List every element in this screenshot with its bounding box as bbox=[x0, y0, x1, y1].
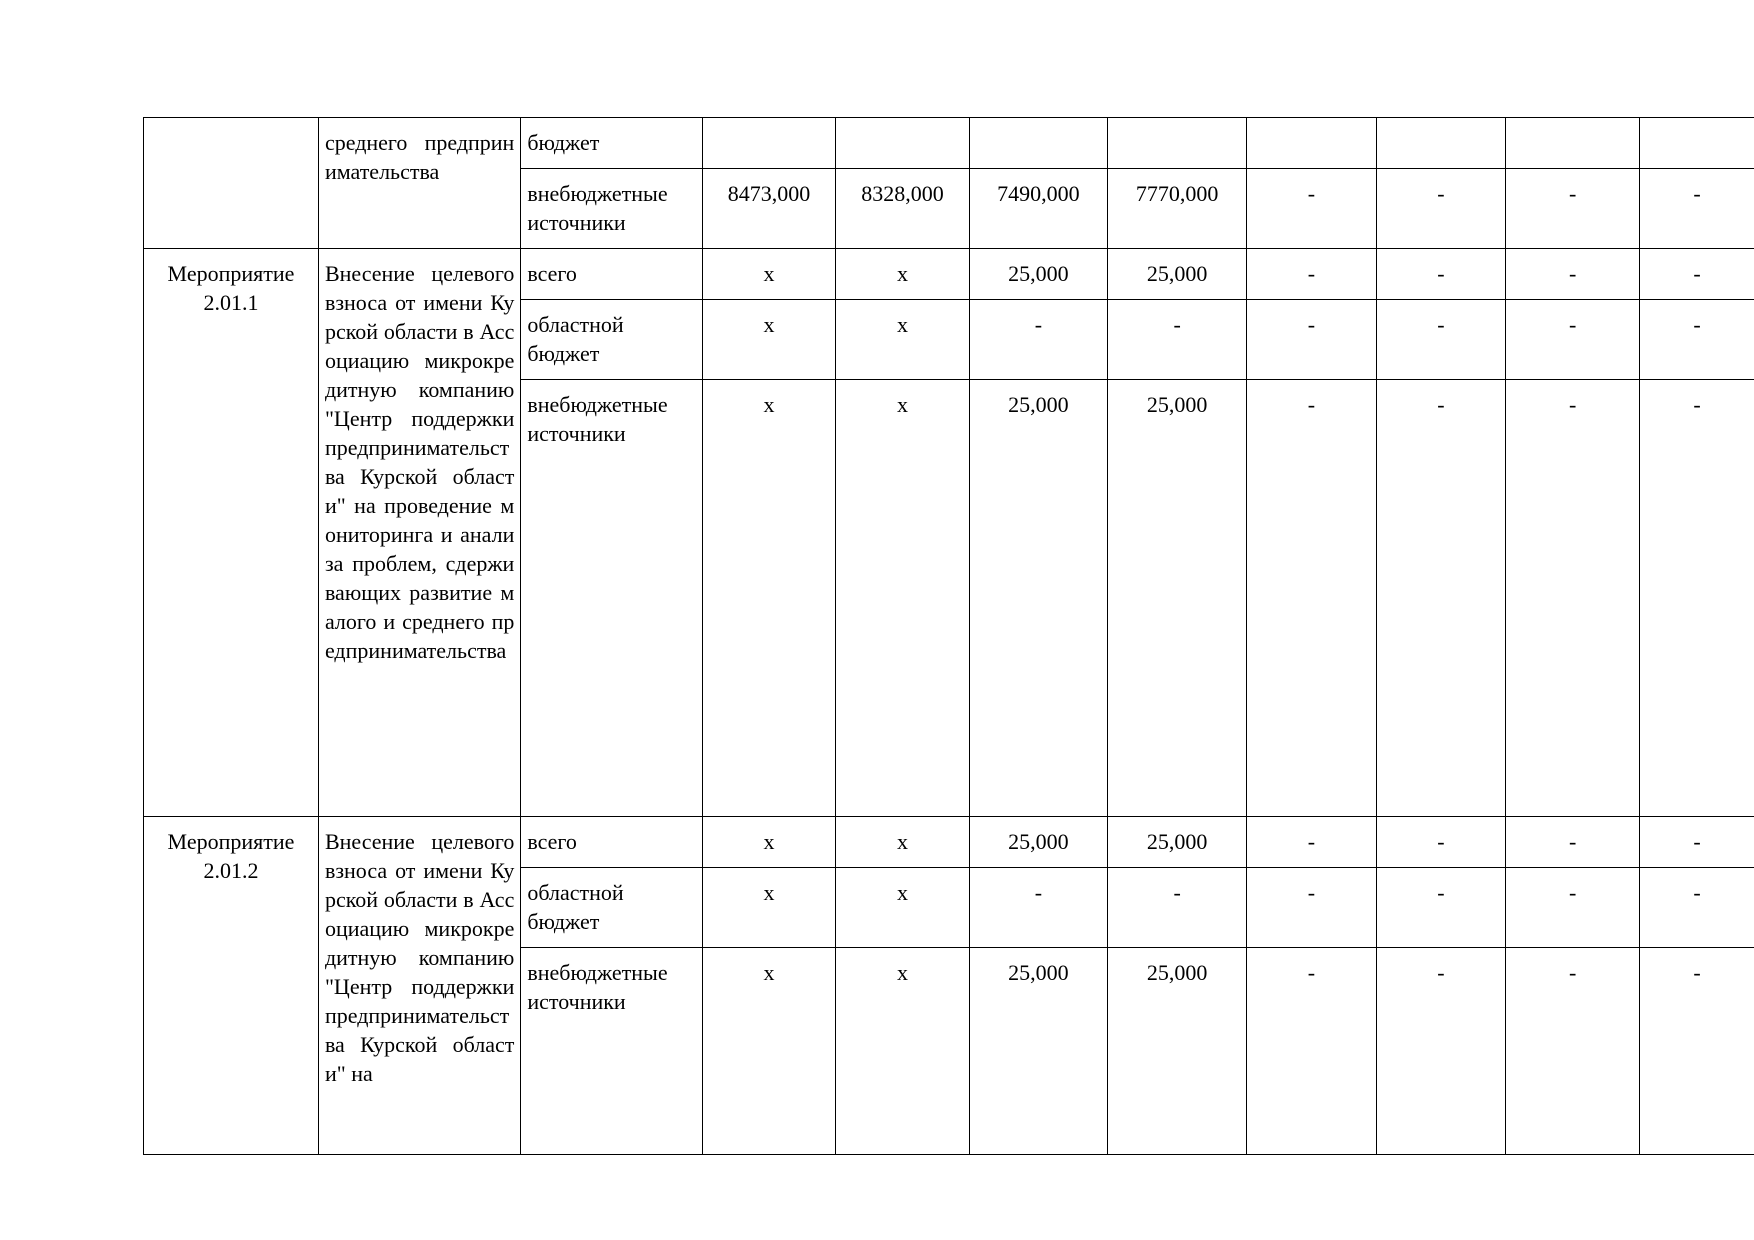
value-cell: - bbox=[1640, 948, 1754, 1155]
value-cell: - bbox=[1640, 380, 1754, 817]
funding-source-cell: внебюджетные источники bbox=[521, 380, 702, 817]
funding-table bbox=[143, 117, 1754, 1155]
value-cell bbox=[1506, 118, 1640, 169]
value-cell: - bbox=[969, 300, 1107, 380]
value-cell: х bbox=[836, 249, 970, 300]
value-cell bbox=[1108, 118, 1247, 169]
value-cell: - bbox=[1506, 169, 1640, 249]
value-cell: 25,000 bbox=[1108, 249, 1247, 300]
value-cell: х bbox=[836, 380, 970, 817]
value-cell: - bbox=[1376, 249, 1505, 300]
value-cell: - bbox=[1506, 380, 1640, 817]
value-cell: - bbox=[1247, 249, 1376, 300]
value-cell: 25,000 bbox=[1108, 948, 1247, 1155]
value-cell: - bbox=[1506, 948, 1640, 1155]
table-row bbox=[144, 118, 1754, 169]
value-cell: - bbox=[1376, 948, 1505, 1155]
value-cell: 25,000 bbox=[1108, 817, 1247, 868]
table-row bbox=[144, 249, 1754, 300]
value-cell: - bbox=[1640, 169, 1754, 249]
value-cell: х bbox=[702, 948, 836, 1155]
funding-source-cell: внебюджетные источники bbox=[521, 169, 702, 249]
funding-source-cell: всего bbox=[521, 817, 702, 868]
value-cell: - bbox=[1376, 300, 1505, 380]
value-cell bbox=[1376, 118, 1505, 169]
value-cell: 7490,000 bbox=[969, 169, 1107, 249]
value-cell bbox=[702, 118, 836, 169]
value-cell bbox=[1247, 118, 1376, 169]
value-cell: - bbox=[1247, 817, 1376, 868]
value-cell: - bbox=[1376, 817, 1505, 868]
value-cell: 8473,000 bbox=[702, 169, 836, 249]
value-cell: х bbox=[836, 817, 970, 868]
value-cell: - bbox=[1247, 868, 1376, 948]
value-cell bbox=[1640, 118, 1754, 169]
value-cell: - bbox=[1247, 169, 1376, 249]
value-cell: 7770,000 bbox=[1108, 169, 1247, 249]
value-cell: - bbox=[1640, 817, 1754, 868]
funding-source-cell: областной бюджет bbox=[521, 300, 702, 380]
value-cell bbox=[836, 118, 970, 169]
value-cell: - bbox=[1640, 249, 1754, 300]
table-row bbox=[144, 817, 1754, 868]
value-cell: - bbox=[1376, 868, 1505, 948]
value-cell: 25,000 bbox=[969, 249, 1107, 300]
value-cell: х bbox=[702, 300, 836, 380]
value-cell: - bbox=[1247, 948, 1376, 1155]
value-cell: х bbox=[702, 868, 836, 948]
value-cell: х bbox=[836, 300, 970, 380]
value-cell: - bbox=[1108, 868, 1247, 948]
value-cell: - bbox=[1376, 169, 1505, 249]
measure-name-cell: Мероприятие 2.01.1 bbox=[144, 249, 319, 817]
value-cell: х bbox=[702, 380, 836, 817]
value-cell: 25,000 bbox=[1108, 380, 1247, 817]
value-cell: - bbox=[1506, 300, 1640, 380]
value-cell: х bbox=[702, 817, 836, 868]
value-cell: 8328,000 bbox=[836, 169, 970, 249]
value-cell: х bbox=[836, 948, 970, 1155]
measure-name-cell: Мероприятие 2.01.2 bbox=[144, 817, 319, 1155]
value-cell: - bbox=[1247, 380, 1376, 817]
value-cell: х bbox=[836, 868, 970, 948]
value-cell: - bbox=[1376, 380, 1505, 817]
value-cell: 25,000 bbox=[969, 817, 1107, 868]
value-cell: - bbox=[1108, 300, 1247, 380]
value-cell: - bbox=[1506, 868, 1640, 948]
value-cell bbox=[969, 118, 1107, 169]
value-cell: х bbox=[702, 249, 836, 300]
value-cell: - bbox=[1640, 300, 1754, 380]
funding-source-cell: областной бюджет bbox=[521, 868, 702, 948]
measure-description-cell: Внесение целевого взноса от имени Курской области в Ассоциацию микрокредитную компанию "Центр поддержки предпринимательства Курской области" на проведение мониторинга и анализа проблем, сдерживающих развитие малого и среднего предпринимательства bbox=[318, 249, 520, 817]
measure-name-cell bbox=[144, 118, 319, 249]
value-cell: - bbox=[1247, 300, 1376, 380]
funding-source-cell: всего bbox=[521, 249, 702, 300]
measure-description-cell: Внесение целевого взноса от имени Курской области в Ассоциацию микрокредитную компанию "Центр поддержки предпринимательства Курской области" на bbox=[318, 817, 520, 1155]
measure-description-cell: среднего предпринимательства bbox=[318, 118, 520, 249]
value-cell: - bbox=[1640, 868, 1754, 948]
value-cell: 25,000 bbox=[969, 380, 1107, 817]
value-cell: - bbox=[1506, 249, 1640, 300]
value-cell: - bbox=[969, 868, 1107, 948]
value-cell: - bbox=[1506, 817, 1640, 868]
funding-source-cell: внебюджетные источники bbox=[521, 948, 702, 1155]
value-cell: 25,000 bbox=[969, 948, 1107, 1155]
funding-source-cell: бюджет bbox=[521, 118, 702, 169]
